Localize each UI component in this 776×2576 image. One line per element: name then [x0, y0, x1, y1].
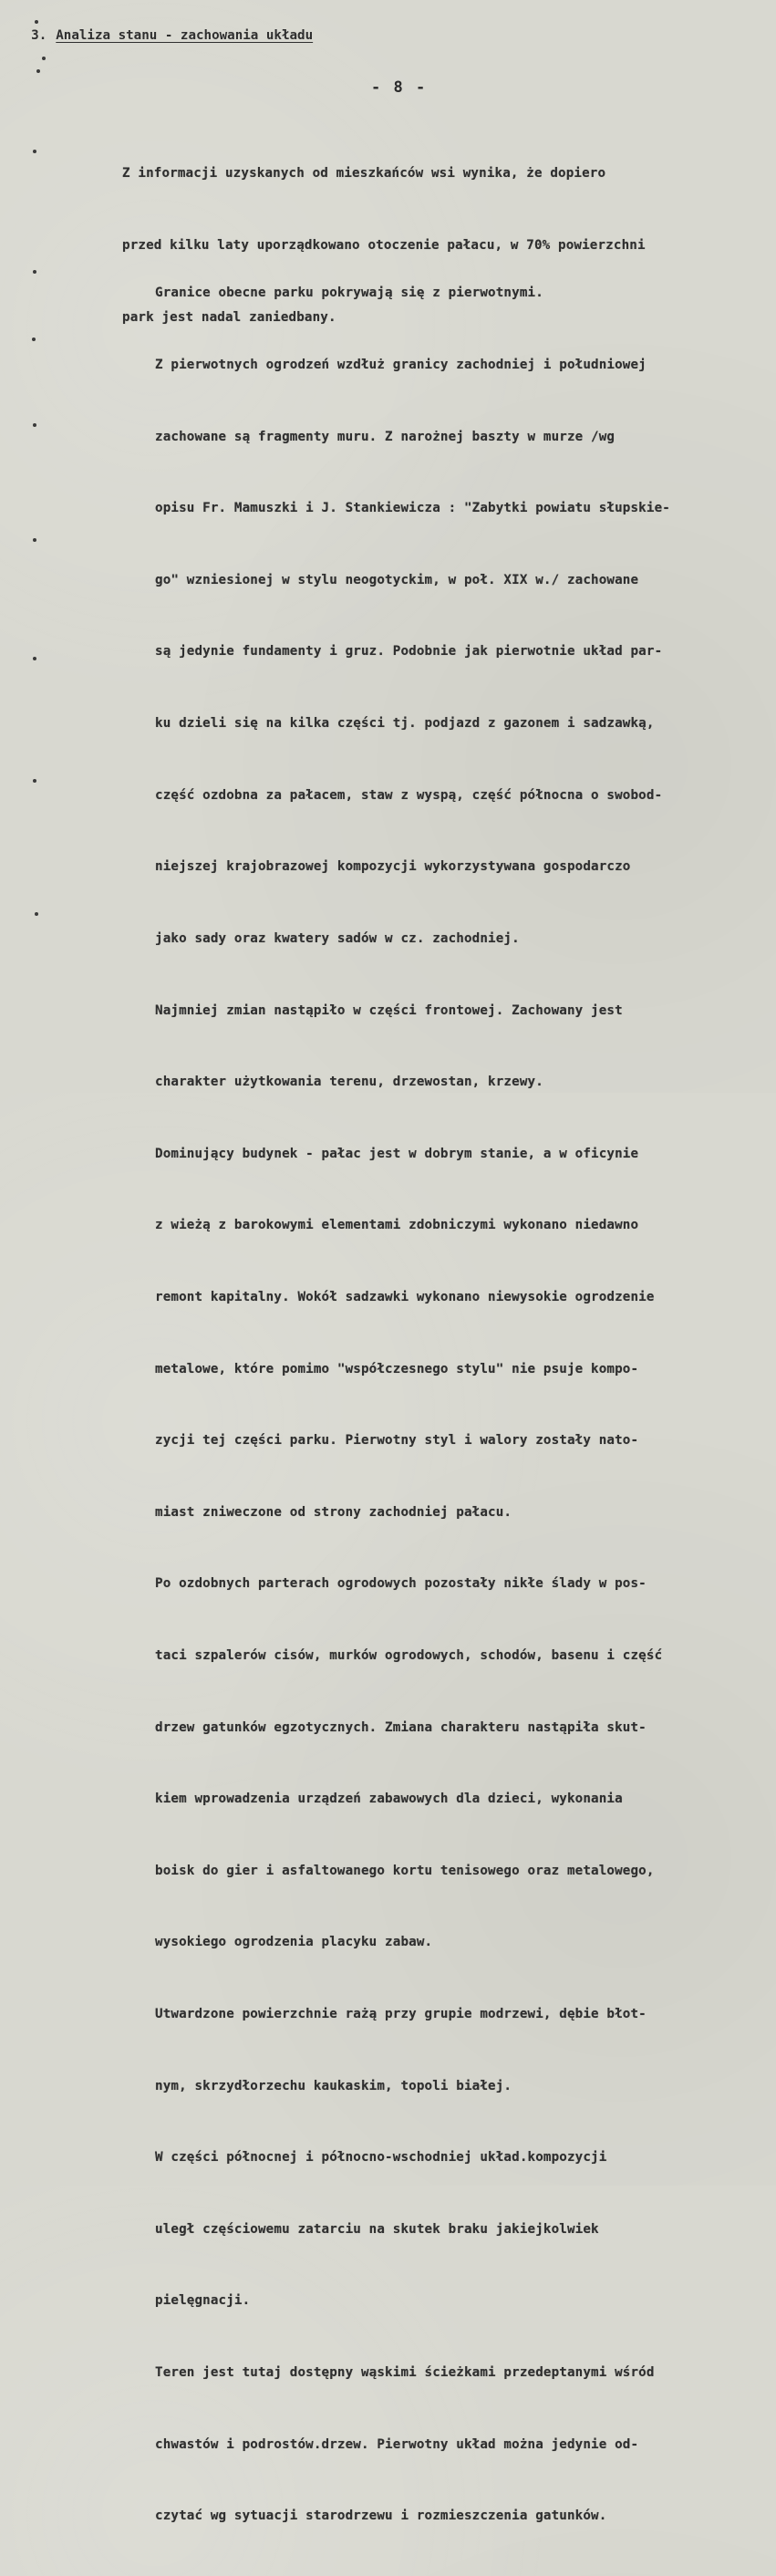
text-line: opisu Fr. Mamuszki i J. Stankiewicza : "Zabytki powiatu słupskie-: [155, 501, 670, 516]
margin-dot: [36, 69, 40, 73]
text-line: są jedynie fundamenty i gruz. Podobnie jak pierwotnie układ par-: [155, 644, 663, 660]
text-line: czytać wg sytuacji starodrzewu i rozmieszczenia gatunków.: [155, 2508, 607, 2524]
text-line: Granice obecne parku pokrywają się z pierwotnymi.: [155, 286, 543, 301]
margin-dot: [33, 150, 36, 153]
text-line: zycji tej części parku. Pierwotny styl i walory zostały nato-: [155, 1433, 639, 1449]
text-line: z wieżą z barokowymi elementami zdobniczymi wykonano niedawno: [155, 1218, 639, 1233]
text-line: charakter użytkowania terenu, drzewostan, krzewy.: [155, 1075, 543, 1090]
text-line: remont kapitalny. Wokół sadzawki wykonano niewysokie ogrodzenie: [155, 1289, 655, 1304]
text-line: jako sady oraz kwatery sadów w cz. zachodniej.: [155, 930, 520, 946]
margin-dot: [35, 912, 38, 916]
text-line: niejszej krajobrazowej kompozycji wykorzystywana gospodarczo: [155, 859, 631, 875]
margin-dot: [33, 538, 36, 542]
section-title: Analiza stanu - zachowania układu: [56, 28, 314, 43]
text-line: go" wzniesionej w stylu neogotyckim, w poł. XIX w./ zachowane: [155, 572, 639, 587]
text-line: pielęgnacji.: [155, 2293, 251, 2309]
text-line: ku dzieli się na kilka części tj. podjazd z gazonem i sadzawką,: [155, 716, 655, 732]
margin-dot: [32, 338, 36, 341]
text-line: miast zniweczone od strony zachodniej pałacu.: [155, 1504, 512, 1520]
text-line: zachowane są fragmenty muru. Z narożnej baszty w murze /wg: [155, 429, 616, 444]
text-line: Po ozdobnych parterach ogrodowych pozostały nikłe ślady w pos-: [155, 1576, 647, 1592]
margin-dot: [33, 423, 36, 427]
text-line: W części północnej i północno-wschodniej układ.kompozycji: [155, 2150, 607, 2166]
text-line: Z pierwotnych ogrodzeń wzdłuż granicy zachodniej i południowej: [155, 358, 647, 373]
text-line: wysokiego ogrodzenia placyku zabaw.: [155, 1935, 433, 1950]
text-line: Teren jest tutaj dostępny wąskimi ścieżkami przedeptanymi wśród: [155, 2365, 655, 2381]
margin-dot: [35, 20, 38, 24]
section-number: 3.: [31, 28, 47, 43]
text-line: Utwardzone powierzchnie rażą przy grupie modrzewi, dębie błot-: [155, 2007, 647, 2022]
text-line: park jest nadal zaniedbany.: [122, 309, 336, 325]
text-line: nym, skrzydłorzechu kaukaskim, topoli białej.: [155, 2078, 512, 2093]
section-body: [155, 234, 670, 2576]
text-line: Dominujący budynek - pałac jest w dobrym stanie, a w oficynie: [155, 1146, 639, 1161]
text-line: metalowe, które pomimo "współczesnego stylu" nie psuje kompo-: [155, 1361, 639, 1376]
text-line: drzew gatunków egzotycznych. Zmiana charakteru nastąpiła skut-: [155, 1719, 647, 1735]
margin-dot: [33, 779, 36, 783]
text-line: część ozdobna za pałacem, staw z wyspą, część północna o swobod-: [155, 787, 663, 803]
page-number: - 8 -: [371, 78, 428, 97]
text-line: chwastów i podrostów.drzew. Pierwotny układ można jedynie od-: [155, 2436, 639, 2452]
text-line: uległ częściowemu zatarciu na skutek braku jakiejkolwiek: [155, 2221, 599, 2237]
text-line: Z informacji uzyskanych od mieszkańców wsi wynika, że dopiero: [122, 166, 606, 182]
text-line: kiem wprowadzenia urządzeń zabawowych dla dzieci, wykonania: [155, 1792, 623, 1807]
section-heading: [0, 0, 776, 71]
margin-dot: [33, 270, 36, 274]
text-line: Najmniej zmian nastąpiło w części frontowej. Zachowany jest: [155, 1002, 623, 1018]
margin-dot: [42, 57, 46, 60]
text-line: boisk do gier i asfaltowanego kortu tenisowego oraz metalowego,: [155, 1863, 655, 1878]
text-line: przed kilku laty uporządkowano otoczenie pałacu, w 70% powierzchni: [122, 238, 646, 254]
margin-dot: [33, 657, 36, 660]
text-line: taci szpalerów cisów, murków ogrodowych, schodów, basenu i część: [155, 1647, 663, 1663]
